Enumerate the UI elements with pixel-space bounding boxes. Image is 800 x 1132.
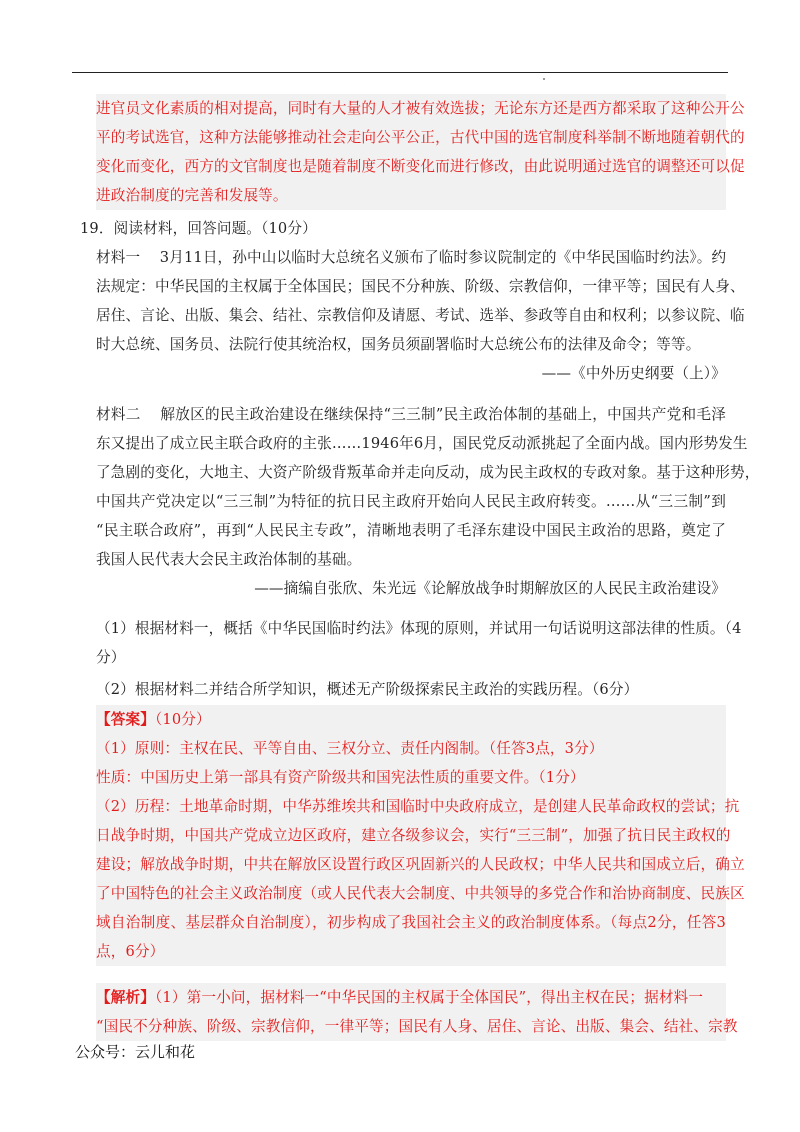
answer-heading: [96, 705, 726, 734]
sub-question-2-line: （2）根据材料二并结合所学知识，概述无产阶级探索民主政治的实践历程。（6分）: [96, 681, 639, 698]
material-two-line: 我国人民代表大会民主政治体制的基础。: [96, 551, 362, 568]
question-title: 19．阅读材料，回答问题。（10分）: [80, 220, 317, 237]
material-two-line: 材料二 解放区的民主政治建设在继续保持“三三制”民主政治体制的基础上，中国共产党和毛泽: [96, 406, 726, 423]
answer-score: （10分）: [154, 711, 211, 728]
answer-label: 【答案】: [96, 711, 155, 728]
sub-question-1-line: （1）根据材料一，概括《中华民国临时约法》体现的原则，并试用一句话说明这部法律的性质。（4: [96, 620, 742, 637]
material-two-line: 了急剧的变化，大地主、大资产阶级背叛革命并走向反动，成为民主政权的专政对象。基于这种形势，: [96, 464, 760, 481]
material-two-source: ——摘编自张欣、朱光远《论解放战争时期解放区的人民民主政治建设》: [254, 580, 726, 597]
answer-line: 点，6分）: [96, 943, 165, 960]
material-two-line: 东又提出了成立民主联合政府的主张……1946年6月，国民党反动派挑起了全面内战。国内形势发生: [96, 435, 748, 452]
material-one: [96, 243, 745, 388]
material-two: [96, 400, 760, 603]
answer-line: （1）原则：主权在民、平等自由、三权分立、责任内阁制。（任答3点，3分）: [96, 740, 604, 757]
prior-answer-line: 进官员文化素质的相对提高，同时有大量的人才被有效选拔；无论东方还是西方都采取了这种公开公: [96, 100, 745, 117]
prior-answer-line: 进政治制度的完善和发展等。: [96, 187, 288, 204]
answer-line: （2）历程：土地革命时期，中华苏维埃共和国临时中央政府成立，是创建人民革命政权的尝试；抗: [96, 798, 740, 815]
analysis-line: [96, 983, 726, 1012]
analysis-block: [96, 983, 738, 1041]
sub-question-2: [96, 675, 726, 704]
material-one-line: 材料一 3月11日，孙中山以临时大总统名义颁布了临时参议院制定的《中华民国临时约法》。约: [96, 249, 727, 266]
material-two-line: 中国共产党决定以“三三制”为特征的抗日民主政府开始向人民民主政府转变。……从“三三制”到: [96, 493, 726, 510]
prior-answer-line: 平的考试选官，这种方法能够推动社会走向公平公正，古代中国的选官制度科举制不断地随着朝代的: [96, 129, 745, 146]
answer-line: 了中国特色的社会主义政治制度（或人民代表大会制度、中共领导的多党合作和治协商制度、民族区: [96, 885, 745, 902]
answer-line: 建设；解放战争时期，中共在解放区设置行政区巩固新兴的人民政权；中华人民共和国成立后，确立: [96, 856, 745, 873]
footer-account: 公众号：云儿和花: [75, 1043, 196, 1061]
analysis-line: “国民不分种族、阶级、宗教信仰，一律平等；国民有人身、居住、言论、出版、集会、结社、宗教: [96, 1018, 738, 1035]
material-one-source: ——《中外历史纲要（上）》: [541, 365, 726, 382]
material-one-line: 法规定：中华民国的主权属于全体国民；国民不分种族、阶级、宗教信仰，一律平等；国民有人身、: [96, 278, 745, 295]
sub-question-1: [96, 614, 742, 672]
material-one-line: 时大总统、国务员、法院行使其统治权，国务员须副署临时大总统公布的法律及命令；等等。: [96, 336, 701, 353]
analysis-text: （1）第一小问，据材料一“中华民国的主权属于全体国民”，得出主权在民；据材料一: [154, 989, 704, 1006]
prior-answer-line: 变化而变化，西方的文官制度也是随着制度不断变化而进行修改，由此说明通过选官的调整还可以促: [96, 158, 745, 175]
sub-question-1-line: 分）: [96, 649, 126, 666]
material-two-line: “民主联合政府”，再到“人民民主专政”，清晰地表明了毛泽东建设中国民主政治的思路，奠定了: [96, 522, 726, 539]
material-one-line: 居住、言论、出版、集会、结社、宗教信仰及请愿、考试、选举、参政等自由和权利；以参议院、临: [96, 307, 745, 324]
header-rule: [72, 72, 728, 73]
prior-answer-block: [96, 94, 745, 210]
answer-block: [96, 705, 745, 966]
answer-line: 日战争时期，中国共产党成立边区政府，建立各级参议会，实行“三三制”，加强了抗日民主政权的: [96, 827, 731, 844]
answer-line: 域自治制度、基层群众自治制度），初步构成了我国社会主义的政治制度体系。（每点2分，任答3: [96, 914, 726, 931]
header-dot: [543, 78, 545, 80]
answer-line: 性质：中国历史上第一部具有资产阶级共和国宪法性质的重要文件。（1分）: [96, 769, 585, 786]
analysis-label: 【解析】: [96, 989, 155, 1006]
